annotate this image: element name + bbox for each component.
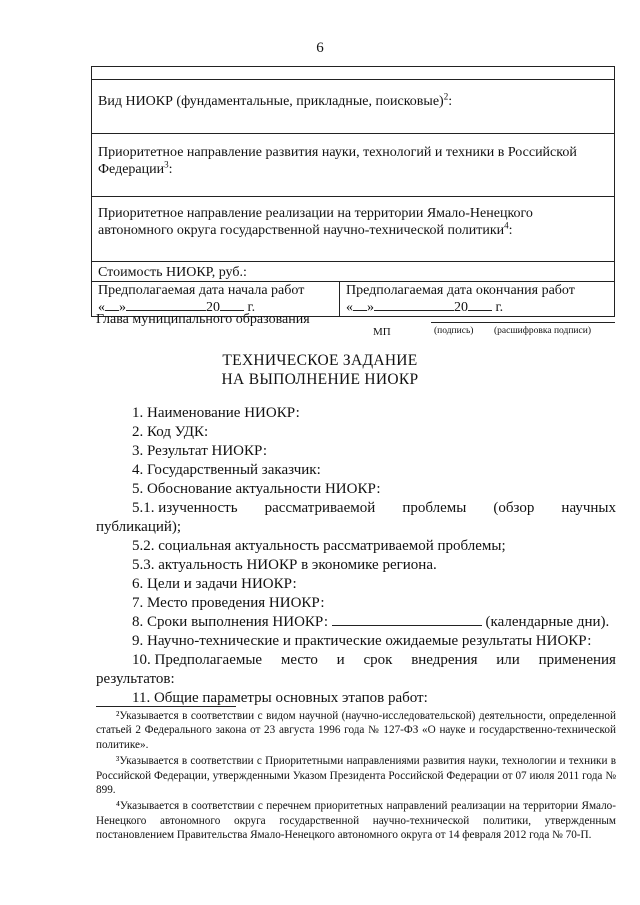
priority-yanao-label: Приоритетное направление реализации на территории Ямало-Ненецкого автономного округа государственной научно-технической политики — [98, 206, 533, 238]
priority-rf-label: Приоритетное направление развития науки, технологий и техники в Российской Федерации — [98, 145, 577, 177]
type-cell: Вид НИОКР (фундаментальные, прикладные, поисковые)$^2$: — [92, 80, 615, 134]
list-item: 8. Сроки выполнения НИОКР: (календарные дни). — [132, 614, 610, 630]
priority-rf-footnote-ref: 3 — [164, 159, 169, 170]
niokr-form-table — [91, 66, 615, 317]
list-item: 5.1. изученность рассматриваемой проблемы (обзор научных — [132, 500, 616, 516]
list-item: 11. Общие параметры основных этапов работ: — [132, 690, 428, 706]
end-date-label: Предполагаемая дата окончания работ — [346, 283, 575, 298]
start-date-label: Предполагаемая дата начала работ — [98, 283, 305, 298]
signature-decode-caption: (расшифровка подписи) — [494, 326, 591, 336]
priority-yanao-footnote-ref: 4 — [504, 220, 509, 231]
document-title-line2: НА ВЫПОЛНЕНИЕ НИОКР — [221, 371, 419, 388]
list-item: 3. Результат НИОКР: — [132, 443, 268, 459]
signature-line — [431, 322, 615, 323]
footnote-3: ³Указывается в соответствии с Приоритетными направлениями развития науки, технологии и техники в Российской Федерации, утвержденными Указом Президента Российской Федерации от 07 июля 2011 года № 899. — [96, 755, 616, 797]
top-empty-cell — [92, 67, 615, 80]
type-footnote-ref: 2 — [443, 91, 449, 102]
list-item: 5. Обоснование актуальности НИОКР: — [132, 481, 381, 497]
end-date-field: « » 20 г. — [346, 300, 504, 315]
page-number: 6 — [316, 40, 324, 56]
priority-rf-cell: Приоритетное направление развития науки, технологий и техники в Российской Федерации$^3$: — [92, 134, 615, 197]
list-item-continuation: результатов: — [96, 671, 175, 687]
list-item: 6. Цели и задачи НИОКР: — [132, 576, 297, 592]
stamp-place-label: МП — [373, 326, 391, 338]
footnote-4: ⁴Указывается в соответствии с перечнем приоритетных направлений реализации на территории Ямало-Ненецкого автономного округа государственной научно-технической политики, утвержденным постановлением Правительства Ямало-Ненецкого автономного округа от 14 февраля 2012 года № 70-П. — [96, 800, 616, 842]
head-signature-label: Глава муниципального образования — [96, 312, 310, 327]
footnote-2: ²Указывается в соответствии с видом научной (научно-исследовательской) деятельности, определенной статьей 2 Федерального закона от 23 августа 1996 года № 127-ФЗ «О науке и государственно-технической политике». — [96, 710, 616, 751]
document-title-line1: ТЕХНИЧЕСКОЕ ЗАДАНИЕ — [222, 352, 418, 369]
start-date-field: « » 20 г. — [98, 300, 256, 315]
list-item: 2. Код УДК: — [132, 424, 209, 440]
list-item-continuation: публикаций); — [96, 519, 182, 535]
footnotes — [96, 709, 616, 845]
list-item: 7. Место проведения НИОКР: — [132, 595, 325, 611]
priority-yanao-cell: Приоритетное направление реализации на территории Ямало-Ненецкого автономного округа государственной научно-технической политики$^4$: — [92, 197, 615, 262]
list-item: 5.3. актуальность НИОКР в экономике региона. — [132, 557, 437, 573]
list-item: 4. Государственный заказчик: — [132, 462, 321, 478]
tz-item-list — [96, 404, 616, 708]
list-item: 1. Наименование НИОКР: — [132, 405, 300, 421]
list-item: 10. Предполагаемые место и срок внедрения или применения — [132, 652, 616, 668]
cost-cell: Стоимость НИОКР, руб.: — [92, 262, 615, 282]
footnote-divider — [96, 706, 236, 707]
list-item: 9. Научно-технические и практические ожидаемые результаты НИОКР: — [132, 633, 592, 649]
signature-caption: (подпись) — [434, 326, 474, 336]
list-item: 5.2. социальная актуальность рассматриваемой проблемы; — [132, 538, 506, 554]
type-label: Вид НИОКР (фундаментальные, прикладные, поисковые) — [98, 94, 444, 109]
